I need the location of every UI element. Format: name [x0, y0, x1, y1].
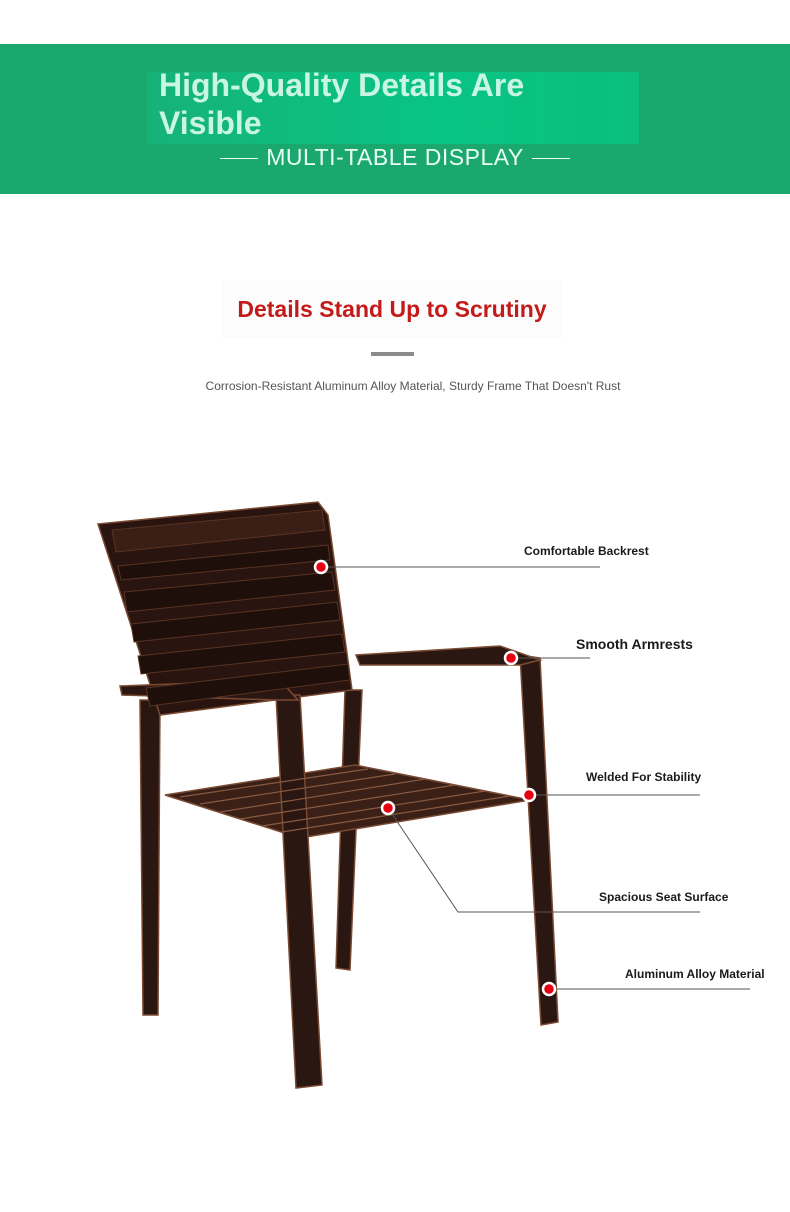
marker-armrest	[505, 652, 517, 664]
section-description: Corrosion-Resistant Aluminum Alloy Material, Sturdy Frame That Doesn't Rust	[205, 379, 621, 393]
callout-seat-label: Spacious Seat Surface	[599, 890, 729, 904]
marker-welded	[523, 789, 535, 801]
callout-armrests-label: Smooth Armrests	[576, 636, 693, 652]
banner-subtitle: MULTI-TABLE DISPLAY	[266, 144, 524, 170]
section-divider	[371, 352, 414, 356]
callout-material-label: Aluminum Alloy Material	[625, 967, 765, 981]
subtitle-right-dash	[532, 158, 570, 159]
callout-welded-label: Welded For Stability	[586, 770, 702, 784]
banner-subtitle-row	[0, 144, 790, 171]
header-banner	[0, 44, 790, 194]
callout-backrest-label: Comfortable Backrest	[524, 544, 649, 558]
chair-illustration	[0, 480, 790, 1120]
marker-material	[543, 983, 555, 995]
marker-seat	[382, 802, 394, 814]
section-title: Details Stand Up to Scrutiny	[222, 280, 562, 338]
marker-backrest	[315, 561, 327, 573]
banner-title: High-Quality Details Are Visible	[159, 67, 525, 141]
subtitle-left-dash	[220, 158, 258, 159]
